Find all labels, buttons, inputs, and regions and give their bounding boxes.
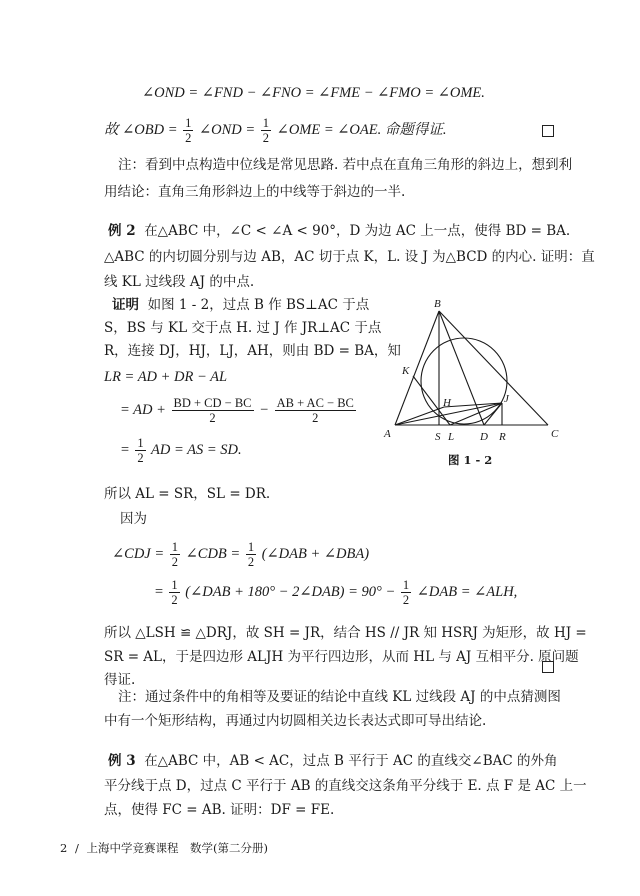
example2-statement-line3: 线 KL 过线段 AJ 的中点.	[104, 274, 255, 290]
proof-conclusion-line2: SR = AL，于是四边形 ALJH 为平行四边形，从而 HL 与 AJ 互相平分. 原问题	[104, 649, 579, 665]
equation-top: ∠OND = ∠FND − ∠FNO = ∠FME − ∠FMO = ∠OME.	[142, 85, 485, 101]
page-number: 2	[60, 841, 68, 855]
fraction-half-6: $\frac{1}{2}$	[171, 578, 178, 607]
example3-statement-line1: 例 3 在△ABC 中，AB < AC，过点 B 平行于 AC 的直线交∠BAC 的外角	[108, 753, 558, 769]
proof-line1: 证明 如图 1 - 2，过点 B 作 BS⊥AC 于点	[112, 297, 370, 313]
proof-eq3: = $\frac{1}{2}$ AD = AS = SD.	[120, 436, 242, 465]
label-r: R	[499, 431, 506, 443]
fraction-half-2: $\frac{1}{2}$	[262, 116, 270, 145]
label-d: D	[480, 431, 488, 443]
qed-box-2	[542, 661, 554, 673]
proof-so-line: 所以 AL = SR，SL = DR.	[104, 486, 271, 502]
proof-label: 证明	[112, 297, 139, 313]
proof-because: 因为	[120, 511, 147, 527]
proof-conclusion-line1: 所以 △LSH ≌ △DRJ，故 SH = JR，结合 HS // JR 知 HSRJ 为矩形，故 HJ =	[104, 625, 587, 641]
figure-caption: 图 1 - 2	[448, 453, 493, 467]
conclusion-pre: 故 ∠OBD =	[104, 121, 178, 138]
figure-1-2	[376, 296, 576, 472]
book-title: 上海中学竞赛课程 数学(第二分册)	[86, 841, 268, 855]
example2-label: 例 2	[108, 223, 136, 239]
fraction-bd-cd-bc: $\frac{BD + CD - BC}{2}$	[173, 396, 252, 425]
proof-eq2: = AD + $\frac{BD + CD - BC}{2}$ − $\frac{AB + AC - BC}{2}$	[120, 396, 354, 425]
example3-statement-line2: 平分线于点 D，过点 C 平行于 AB 的直线交这条角平分线于 E. 点 F 是 AC 上一	[104, 778, 587, 794]
fraction-half-5: $\frac{1}{2}$	[247, 540, 255, 569]
label-c: C	[551, 428, 559, 440]
label-l: L	[448, 431, 455, 443]
conclusion-post: ∠OME = ∠OAE. 命题得证.	[276, 121, 447, 138]
label-b: B	[434, 298, 441, 310]
label-h: H	[443, 397, 451, 409]
label-s: S	[435, 431, 441, 443]
example3-label: 例 3	[108, 753, 136, 769]
example2-statement-line1: 例 2 在△ABC 中，∠C < ∠A < 90°，D 为边 AC 上一点，使得 BD = BA.	[108, 223, 571, 239]
note1-line1: 注：看到中点构造中位线是常见思路. 若中点在直角三角形的斜边上，想到利	[118, 157, 573, 173]
label-k: K	[402, 365, 410, 377]
segment-bc	[439, 311, 548, 425]
proof-eq1: LR = AD + DR − AL	[104, 369, 228, 385]
example3-statement-line3: 点，使得 FC = AB. 证明：DF = FE.	[104, 802, 335, 818]
conclusion-mid: ∠OND =	[198, 121, 256, 138]
proof-eq5: = $\frac{1}{2}$ (∠DAB + 180° − 2∠DAB) = 90° − $\frac{1}{2}$ ∠DAB = ∠ALH,	[154, 578, 518, 607]
page-footer: 2 / 上海中学竞赛课程 数学(第二分册)	[60, 841, 268, 855]
proof-eq4: ∠CDJ = $\frac{1}{2}$ ∠CDB = $\frac{1}{2}$ (∠DAB + ∠DBA)	[112, 540, 370, 569]
note2-line2: 中有一个矩形结构，再通过内切圆相关边长表达式即可导出结论.	[104, 713, 487, 729]
proof-line3: R，连接 DJ，HJ，LJ，AH，则由 BD = BA，知	[104, 343, 401, 359]
fraction-ab-ac-bc: $\frac{AB + AC - BC}{2}$	[276, 396, 354, 425]
conclusion-line	[104, 116, 446, 145]
fraction-half-1: $\frac{1}{2}$	[185, 116, 192, 145]
fraction-half-4: $\frac{1}{2}$	[171, 540, 179, 569]
label-j: J	[504, 393, 509, 405]
proof-conclusion-line3: 得证.	[104, 672, 136, 688]
fraction-half-7: $\frac{1}{2}$	[402, 578, 410, 607]
fraction-half-3: $\frac{1}{2}$	[137, 436, 144, 465]
note1-line2: 用结论：直角三角形斜边上的中线等于斜边的一半.	[104, 184, 406, 200]
proof-line2: S，BS 与 KL 交于点 H. 过 J 作 JR⊥AC 于点	[104, 320, 382, 336]
label-a: A	[384, 428, 391, 440]
example2-statement-line2: △ABC 的内切圆分别与边 AB，AC 切于点 K，L. 设 J 为△BCD 的内心. 证明：直	[104, 249, 595, 265]
qed-box-1	[542, 125, 554, 137]
note2-line1: 注：通过条件中的角相等及要证的结论中直线 KL 过线段 AJ 的中点猜测图	[118, 689, 561, 705]
